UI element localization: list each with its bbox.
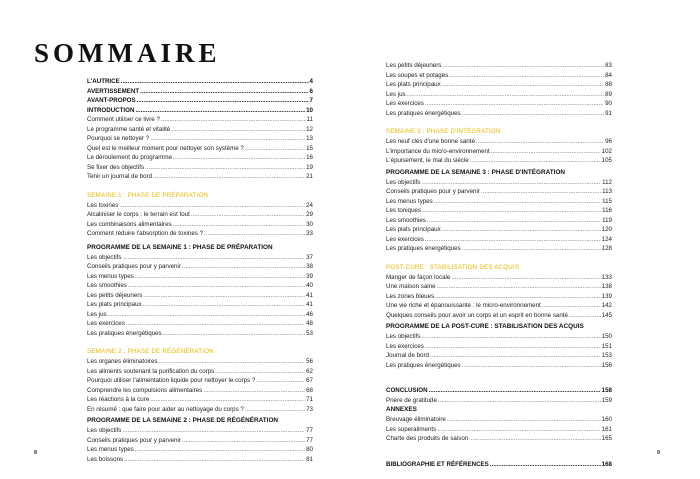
toc-entry-page: 84 bbox=[605, 71, 612, 79]
toc-entry bbox=[386, 434, 612, 444]
toc-entry-label: BIBLIOGRAPHIE ET RÉFÉRENCES bbox=[386, 460, 489, 468]
toc-entry bbox=[87, 319, 313, 329]
toc-entry bbox=[87, 281, 313, 291]
dot-leader bbox=[490, 460, 601, 470]
toc-entry-label: En résumé : que faire pour aider au nettoyage du corps ? bbox=[87, 405, 244, 413]
toc-entry-label: Les plats principaux bbox=[386, 226, 441, 233]
toc-entry bbox=[87, 201, 313, 211]
dot-leader bbox=[451, 273, 600, 283]
toc-entry-label: Les menus types bbox=[87, 272, 134, 280]
dot-leader bbox=[159, 357, 306, 367]
toc-left-column bbox=[87, 77, 313, 464]
toc-chapter-entry bbox=[87, 87, 313, 97]
toc-entry-label: Les pratiques énergétiques bbox=[386, 109, 461, 117]
dot-leader bbox=[481, 187, 601, 197]
toc-entry bbox=[386, 137, 612, 147]
page-number-right: 9 bbox=[657, 450, 661, 456]
toc-entry bbox=[87, 210, 313, 220]
toc-entry-page: 160 bbox=[601, 416, 612, 423]
toc-entry-page: 119 bbox=[602, 216, 612, 224]
toc-entry bbox=[87, 144, 313, 154]
toc-entry-label: Les zones bleues bbox=[386, 292, 435, 300]
toc-entry-label: Une maison saine bbox=[386, 283, 436, 290]
toc-entry-label: Les neuf clés d'une bonne santé bbox=[386, 138, 475, 145]
toc-entry-page: 124 bbox=[601, 235, 612, 243]
toc-entry bbox=[87, 115, 313, 125]
dot-leader bbox=[427, 216, 601, 226]
dot-leader bbox=[437, 282, 601, 292]
toc-entry-label: Les petits déjeuners bbox=[87, 291, 143, 299]
dot-leader bbox=[435, 292, 601, 302]
toc-entry bbox=[386, 90, 612, 100]
dot-leader bbox=[447, 415, 601, 425]
toc-entry-label: Les pratiques énergétiques bbox=[386, 361, 461, 369]
toc-entry bbox=[386, 225, 612, 235]
dot-leader bbox=[442, 225, 601, 235]
toc-program-heading: PROGRAMME DE LA SEMAINE 2 : PHASE DE RÉGÉNÉRATION bbox=[87, 417, 279, 424]
dot-leader bbox=[425, 99, 604, 109]
toc-entry-label: Conseils pratiques pour y parvenir bbox=[87, 263, 181, 270]
dot-leader bbox=[438, 396, 601, 406]
toc-entry-page: 96 bbox=[605, 138, 612, 145]
toc-entry-label: Le programme santé et vitalité bbox=[87, 125, 171, 133]
dot-leader bbox=[422, 206, 601, 216]
dot-leader bbox=[135, 445, 305, 455]
toc-entry-label: Pourquoi se nettoyer ? bbox=[87, 135, 150, 142]
dot-leader bbox=[173, 220, 306, 230]
toc-entry bbox=[386, 351, 612, 361]
dot-leader bbox=[135, 272, 305, 282]
dot-leader bbox=[119, 201, 305, 211]
toc-entry-page: 38 bbox=[306, 263, 313, 270]
toc-entry bbox=[386, 147, 612, 157]
toc-entry-page: 158 bbox=[601, 387, 612, 394]
toc-entry-page: 53 bbox=[306, 329, 313, 337]
dot-leader bbox=[425, 342, 601, 352]
toc-entry bbox=[87, 455, 313, 465]
toc-entry-page: 159 bbox=[601, 396, 612, 404]
toc-entry-label: Quelques conseils pour avoir un corps et un esprit en bonne santé bbox=[386, 311, 568, 319]
toc-entry bbox=[87, 272, 313, 282]
toc-entry bbox=[87, 436, 313, 446]
toc-section-heading: SEMAINE 3 : PHASE D'INTÉGRATION bbox=[386, 128, 501, 135]
dot-leader bbox=[161, 115, 306, 125]
toc-entry-page: 142 bbox=[601, 302, 612, 309]
toc-entry-page: 153 bbox=[601, 352, 612, 359]
dot-leader bbox=[542, 301, 601, 311]
dot-leader bbox=[203, 386, 305, 396]
toc-entry-page: 10 bbox=[306, 106, 313, 114]
dot-leader bbox=[429, 386, 601, 396]
toc-entry bbox=[87, 220, 313, 230]
toc-entry-page: 145 bbox=[601, 311, 612, 319]
toc-entry-label: Pourquoi utiliser l'alimentation liquide pour nettoyer le corps ? bbox=[87, 377, 256, 384]
toc-entry bbox=[87, 405, 313, 415]
dot-leader bbox=[470, 156, 601, 166]
toc-entry-page: 19 bbox=[306, 163, 313, 171]
dot-leader bbox=[476, 137, 604, 147]
toc-entry-page: 33 bbox=[306, 230, 313, 237]
toc-entry-page: 91 bbox=[605, 109, 612, 117]
toc-entry-label: L'AUTRICE bbox=[87, 78, 120, 85]
toc-entry-label: Les jus bbox=[87, 310, 107, 318]
toc-entry-label: Tenir un journal de bord bbox=[87, 173, 153, 180]
toc-entry-label: Charte des produits de saison bbox=[386, 435, 469, 442]
toc-entry bbox=[386, 311, 612, 321]
toc-entry bbox=[386, 396, 612, 406]
toc-entry-page: 113 bbox=[602, 188, 612, 195]
dot-leader bbox=[425, 235, 601, 245]
toc-entry-page: 112 bbox=[602, 178, 612, 186]
toc-entry-label: Comprendre les compulsions alimentaires bbox=[87, 386, 203, 394]
dot-leader bbox=[143, 300, 305, 310]
page-number-left: 8 bbox=[34, 450, 38, 456]
toc-entry-page: 77 bbox=[306, 427, 313, 434]
toc-entry-page: 138 bbox=[601, 283, 612, 290]
toc-entry bbox=[386, 273, 612, 283]
dot-leader bbox=[191, 210, 305, 220]
toc-program-heading: ANNEXES bbox=[386, 406, 417, 413]
toc-entry-label: Les smoothies bbox=[386, 216, 426, 224]
toc-entry-page: 133 bbox=[601, 273, 612, 281]
dot-leader bbox=[491, 147, 601, 157]
toc-entry-label: Les objectifs bbox=[87, 253, 122, 261]
toc-entry-page: 161 bbox=[601, 425, 612, 433]
toc-entry-page: 105 bbox=[601, 157, 612, 164]
page-title: SOMMAIRE bbox=[34, 38, 221, 68]
toc-program-heading: PROGRAMME DE LA SEMAINE 1 : PHASE DE PRÉPARATION bbox=[87, 243, 273, 251]
toc-entry-label: AVANT-PROPOS bbox=[87, 97, 136, 104]
toc-entry-label: INTRODUCTION bbox=[87, 106, 135, 114]
dot-leader bbox=[143, 291, 305, 301]
toc-entry-label: Se fixer des objectifs bbox=[87, 163, 145, 171]
toc-entry-label: Les plats principaux bbox=[386, 81, 441, 88]
dot-leader bbox=[449, 71, 604, 81]
toc-entry-page: 12 bbox=[306, 125, 313, 133]
toc-entry bbox=[87, 445, 313, 455]
toc-entry-label: Les soupes et potages bbox=[386, 71, 449, 79]
toc-entry-label: Les pratiques énergétiques bbox=[87, 329, 162, 337]
dot-leader bbox=[462, 244, 601, 254]
toc-entry-label: Les superaliments bbox=[386, 425, 437, 433]
toc-entry bbox=[87, 310, 313, 320]
toc-section-heading: POST-CURE : STABILISATION DES ACQUIS bbox=[386, 263, 520, 271]
toc-entry bbox=[386, 332, 612, 342]
toc-entry-label: Journal de bord bbox=[386, 352, 429, 359]
toc-entry-label: Comment réduire l'absorption de toxines ? bbox=[87, 230, 204, 237]
toc-entry-page: 7 bbox=[309, 97, 313, 104]
toc-chapter-entry bbox=[87, 106, 313, 116]
dot-leader bbox=[150, 134, 305, 144]
toc-entry bbox=[87, 300, 313, 310]
dot-leader bbox=[140, 87, 308, 97]
toc-entry bbox=[87, 357, 313, 367]
toc-entry-page: 30 bbox=[306, 220, 313, 228]
toc-chapter-entry bbox=[386, 460, 612, 470]
dot-leader bbox=[462, 109, 604, 119]
dot-leader bbox=[121, 77, 309, 87]
toc-entry-label: Les plats principaux bbox=[87, 301, 142, 308]
dot-leader bbox=[153, 172, 305, 182]
toc-entry-label: Les jus bbox=[386, 90, 406, 98]
toc-entry bbox=[386, 292, 612, 302]
toc-entry bbox=[386, 425, 612, 435]
dot-leader bbox=[182, 262, 305, 272]
dot-leader bbox=[171, 125, 305, 135]
dot-leader bbox=[569, 311, 601, 321]
toc-entry-page: 120 bbox=[601, 226, 612, 233]
toc-entry bbox=[386, 342, 612, 352]
toc-entry-page: 151 bbox=[601, 342, 612, 350]
toc-entry bbox=[386, 197, 612, 207]
toc-entry bbox=[386, 61, 612, 71]
toc-entry-label: Les objectifs bbox=[87, 427, 122, 434]
toc-entry-label: Comment utiliser ce livre ? bbox=[87, 116, 160, 123]
toc-entry-page: 83 bbox=[605, 62, 612, 69]
toc-entry-page: 48 bbox=[306, 320, 313, 327]
toc-entry bbox=[386, 301, 612, 311]
toc-entry-page: 77 bbox=[306, 436, 313, 444]
toc-chapter-entry bbox=[87, 77, 313, 87]
toc-entry-label: Les pratiques énergétiques bbox=[386, 245, 461, 252]
toc-entry-page: 24 bbox=[306, 201, 313, 209]
toc-entry bbox=[386, 99, 612, 109]
toc-entry-page: 21 bbox=[306, 173, 313, 180]
dot-leader bbox=[245, 405, 305, 415]
toc-entry bbox=[87, 134, 313, 144]
toc-entry-label: Les toxines bbox=[87, 201, 119, 209]
toc-entry-page: 11 bbox=[306, 116, 313, 123]
toc-entry-label: AVERTISSEMENT bbox=[87, 87, 140, 95]
toc-entry bbox=[386, 109, 612, 119]
toc-entry-page: 71 bbox=[306, 396, 313, 403]
dot-leader bbox=[256, 376, 305, 386]
toc-entry bbox=[87, 376, 313, 386]
toc-entry-label: Les toniques bbox=[386, 207, 422, 214]
toc-entry-page: 80 bbox=[306, 446, 313, 453]
dot-leader bbox=[108, 310, 306, 320]
dot-leader bbox=[437, 425, 600, 435]
toc-entry-label: Les combinaisons alimentaires bbox=[87, 220, 172, 228]
toc-program-heading: PROGRAMME DE LA SEMAINE 3 : PHASE D'INTÉGRATION bbox=[386, 168, 566, 176]
toc-section-heading: SEMAINE 1 : PHASE DE PRÉPARATION bbox=[87, 191, 209, 199]
toc-entry bbox=[87, 395, 313, 405]
toc-entry bbox=[87, 125, 313, 135]
toc-entry-page: 168 bbox=[601, 460, 612, 468]
toc-entry bbox=[87, 386, 313, 396]
toc-entry bbox=[386, 244, 612, 254]
toc-entry-page: 39 bbox=[306, 272, 313, 280]
toc-entry-page: 62 bbox=[306, 367, 313, 375]
toc-entry-label: Manger de façon locale bbox=[386, 273, 451, 281]
dot-leader bbox=[421, 332, 600, 342]
dot-leader bbox=[430, 351, 601, 361]
toc-entry-label: Les menus types bbox=[87, 446, 134, 453]
toc-entry bbox=[386, 361, 612, 371]
toc-entry-page: 156 bbox=[601, 361, 612, 369]
toc-entry-page: 6 bbox=[309, 87, 313, 95]
toc-program-heading: PROGRAMME DE LA POST-CURE : STABILISATION DES ACQUIS bbox=[386, 323, 584, 330]
toc-entry-label: L'épuisement, le mal du siècle bbox=[386, 157, 469, 164]
dot-leader bbox=[442, 80, 604, 90]
toc-chapter-entry bbox=[87, 96, 313, 106]
toc-entry bbox=[87, 229, 313, 239]
dot-leader bbox=[182, 436, 305, 446]
toc-entry-label: Les petits déjeuners bbox=[386, 62, 442, 69]
toc-entry bbox=[87, 172, 313, 182]
toc-entry-page: 46 bbox=[306, 310, 313, 318]
toc-entry-page: 165 bbox=[601, 435, 612, 442]
toc-entry bbox=[386, 235, 612, 245]
toc-entry bbox=[87, 329, 313, 339]
toc-right-column bbox=[386, 61, 612, 469]
dot-leader bbox=[126, 319, 305, 329]
toc-entry-label: Une vie riche et épanouissante : le micro-environnement bbox=[386, 302, 541, 309]
toc-entry bbox=[87, 426, 313, 436]
toc-entry-page: 116 bbox=[602, 207, 612, 214]
dot-leader bbox=[135, 106, 305, 116]
dot-leader bbox=[137, 96, 309, 106]
toc-entry-page: 68 bbox=[306, 386, 313, 394]
toc-entry bbox=[87, 153, 313, 163]
dot-leader bbox=[150, 395, 305, 405]
toc-entry-page: 90 bbox=[605, 100, 612, 107]
toc-entry-label: Les aliments soutenant la purification du corps bbox=[87, 367, 215, 375]
toc-entry-page: 29 bbox=[306, 211, 313, 218]
dot-leader bbox=[215, 367, 305, 377]
toc-entry-page: 88 bbox=[605, 81, 612, 88]
dot-leader bbox=[163, 329, 305, 339]
toc-entry bbox=[386, 178, 612, 188]
toc-entry-label: Les exercices bbox=[386, 100, 424, 107]
toc-entry-page: 41 bbox=[306, 301, 313, 308]
toc-entry-page: 150 bbox=[601, 333, 612, 340]
dot-leader bbox=[245, 144, 305, 154]
toc-entry-page: 81 bbox=[306, 455, 313, 463]
dot-leader bbox=[173, 153, 305, 163]
toc-entry bbox=[386, 187, 612, 197]
toc-entry-page: 115 bbox=[602, 197, 612, 205]
toc-entry-page: 15 bbox=[306, 144, 313, 152]
toc-entry-label: CONCLUSION bbox=[386, 387, 428, 394]
toc-entry-label: Conseils pratiques pour y parvenir bbox=[87, 436, 181, 444]
toc-entry-page: 67 bbox=[306, 377, 313, 384]
toc-entry-label: Breuvage éliminatoire bbox=[386, 416, 446, 423]
toc-entry-page: 41 bbox=[306, 291, 313, 299]
toc-entry-page: 13 bbox=[306, 135, 313, 142]
toc-entry-page: 73 bbox=[306, 405, 313, 413]
toc-entry bbox=[87, 262, 313, 272]
dot-leader bbox=[122, 426, 305, 436]
toc-entry-label: Quel est le meilleur moment pour nettoyer son système ? bbox=[87, 144, 244, 152]
dot-leader bbox=[442, 61, 604, 71]
toc-section-heading: SEMAINE 2 : PHASE DE RÉGÉNÉRATION bbox=[87, 348, 214, 355]
dot-leader bbox=[469, 434, 600, 444]
toc-entry-label: Les objectifs bbox=[386, 178, 421, 186]
toc-entry-label: Les réactions à la cure bbox=[87, 396, 150, 403]
toc-entry-label: Alcaliniser le corps : le terrain est tout bbox=[87, 211, 190, 218]
toc-entry bbox=[386, 415, 612, 425]
toc-entry-label: Les exercices bbox=[386, 342, 424, 350]
toc-entry-label: Les organes éliminatoires bbox=[87, 358, 158, 365]
dot-leader bbox=[145, 163, 305, 173]
toc-entry-label: Les smoothies bbox=[87, 282, 127, 289]
toc-entry bbox=[87, 367, 313, 377]
toc-entry-page: 128 bbox=[601, 245, 612, 252]
toc-entry bbox=[87, 291, 313, 301]
toc-entry-page: 89 bbox=[605, 90, 612, 98]
dot-leader bbox=[122, 253, 305, 263]
dot-leader bbox=[421, 178, 601, 188]
toc-entry-page: 37 bbox=[306, 253, 313, 261]
toc-entry-label: Le déroulement du programme bbox=[87, 154, 172, 161]
dot-leader bbox=[204, 229, 305, 239]
dot-leader bbox=[124, 455, 305, 465]
toc-entry-label: Les exercices bbox=[386, 235, 424, 243]
toc-entry bbox=[87, 253, 313, 263]
toc-entry bbox=[386, 282, 612, 292]
toc-entry bbox=[87, 163, 313, 173]
toc-entry bbox=[386, 156, 612, 166]
toc-entry-label: Conseils pratiques pour y parvenir bbox=[386, 188, 480, 195]
toc-entry-label: Les menus types bbox=[386, 197, 433, 205]
dot-leader bbox=[407, 90, 605, 100]
toc-chapter-entry bbox=[386, 386, 612, 396]
toc-entry-page: 102 bbox=[601, 147, 612, 155]
toc-entry-label: L'importance du micro-environnement bbox=[386, 147, 490, 155]
toc-entry bbox=[386, 206, 612, 216]
toc-entry bbox=[386, 71, 612, 81]
dot-leader bbox=[434, 197, 601, 207]
toc-entry bbox=[386, 216, 612, 226]
toc-entry-label: Les objectifs bbox=[386, 333, 421, 340]
toc-entry-page: 139 bbox=[601, 292, 612, 300]
toc-entry-page: 4 bbox=[309, 78, 313, 85]
toc-entry-label: Les exercices bbox=[87, 320, 125, 327]
toc-entry-page: 16 bbox=[306, 154, 313, 161]
dot-leader bbox=[128, 281, 305, 291]
toc-entry-page: 56 bbox=[306, 358, 313, 365]
toc-entry-label: Les boissons bbox=[87, 455, 124, 463]
toc-entry-label: Prière de gratitude bbox=[386, 396, 437, 404]
toc-entry bbox=[386, 80, 612, 90]
dot-leader bbox=[462, 361, 601, 371]
toc-entry-page: 40 bbox=[306, 282, 313, 289]
